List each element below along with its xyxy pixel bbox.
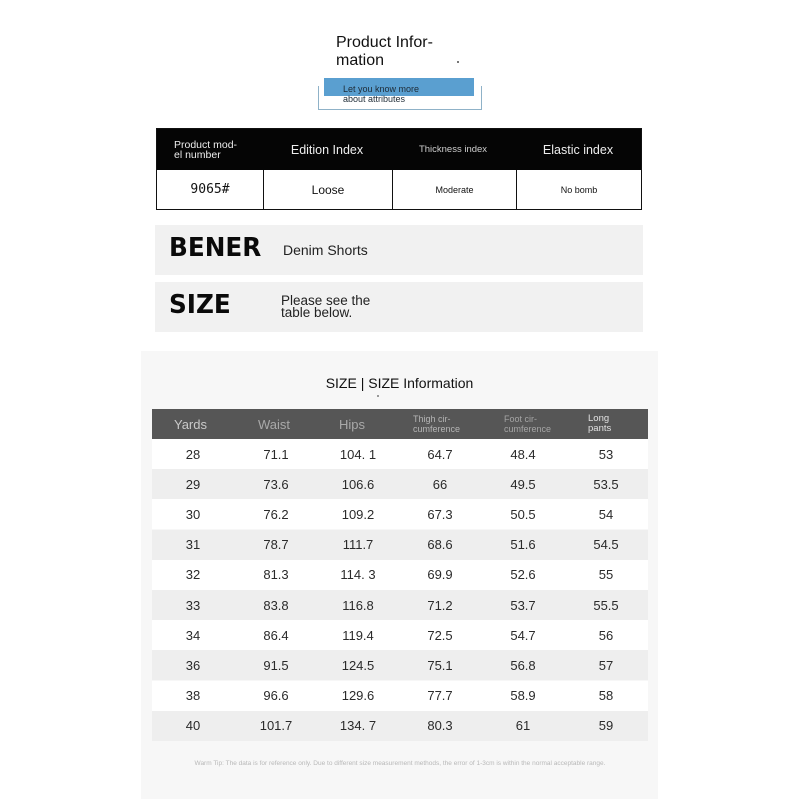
- size-header-waist: Waist: [258, 416, 291, 432]
- size-cell-yards: 29: [185, 476, 201, 492]
- attribute-header-thickness: Thickness index: [418, 144, 488, 155]
- size-cell-waist: 83.8: [263, 597, 289, 613]
- size-note-text: Please see the table below.: [281, 293, 371, 320]
- table-row: [152, 439, 648, 469]
- size-cell-thigh: 67.3: [427, 506, 453, 522]
- size-cell-hips: 104. 1: [339, 446, 377, 462]
- brand-band: [155, 225, 643, 275]
- size-cell-length: 58: [598, 688, 614, 704]
- table-row: [152, 681, 648, 711]
- size-cell-foot: 50.5: [510, 506, 536, 522]
- table-row: [152, 590, 648, 620]
- size-cell-hips: 134. 7: [339, 718, 377, 734]
- size-cell-thigh: 72.5: [427, 627, 453, 643]
- size-cell-thigh: 75.1: [427, 657, 453, 673]
- size-cell-yards: 31: [185, 537, 201, 553]
- brand-product-type: Denim Shorts: [283, 242, 368, 258]
- attribute-value-thickness: Moderate: [392, 170, 516, 209]
- attribute-table: [156, 128, 642, 210]
- page-subtitle: Let you know more about attributes: [343, 84, 420, 104]
- size-cell-yards: 28: [185, 446, 201, 462]
- size-cell-foot: 52.6: [510, 567, 536, 583]
- size-header-yards: Yards: [174, 416, 207, 432]
- size-cell-waist: 73.6: [263, 476, 289, 492]
- size-cell-thigh: 80.3: [427, 718, 453, 734]
- size-cell-length: 53: [598, 446, 614, 462]
- size-cell-waist: 91.5: [263, 657, 289, 673]
- size-cell-hips: 116.8: [342, 597, 374, 613]
- attribute-value-edition: Loose: [263, 170, 392, 209]
- attribute-value-elastic: No bomb: [516, 170, 641, 209]
- size-cell-waist: 86.4: [263, 627, 289, 643]
- size-cell-hips: 106.6: [341, 476, 375, 492]
- size-cell-yards: 30: [185, 506, 201, 522]
- page-title: Product Infor- mation: [336, 34, 433, 69]
- size-cell-hips: 111.7: [342, 537, 374, 553]
- size-cell-foot: 56.8: [510, 657, 536, 673]
- size-header-length: Long pants: [588, 413, 612, 434]
- size-cell-yards: 40: [185, 718, 201, 734]
- size-cell-waist: 101.7: [259, 718, 293, 734]
- table-row: [152, 530, 648, 560]
- size-cell-thigh: 64.7: [427, 446, 453, 462]
- size-cell-thigh: 69.9: [427, 567, 453, 583]
- table-row: [152, 560, 648, 590]
- decorative-dot: [377, 395, 379, 397]
- size-cell-foot: 61: [515, 718, 531, 734]
- decorative-dot: [457, 61, 459, 63]
- size-cell-yards: 33: [185, 597, 201, 613]
- size-table-header: [152, 409, 648, 439]
- size-cell-length: 55: [598, 567, 614, 583]
- attribute-table-header: [157, 129, 641, 170]
- size-header-foot: Foot cir- cumference: [504, 414, 552, 434]
- size-cell-length: 56: [598, 627, 614, 643]
- size-cell-waist: 71.1: [263, 446, 289, 462]
- size-label: SIZE: [169, 290, 231, 320]
- size-cell-foot: 51.6: [510, 537, 536, 553]
- table-row: [152, 469, 648, 499]
- size-band: [155, 282, 643, 332]
- size-cell-foot: 58.9: [510, 688, 536, 704]
- size-cell-length: 59: [598, 718, 614, 734]
- size-cell-length: 54.5: [593, 537, 619, 553]
- size-cell-hips: 129.6: [341, 688, 375, 704]
- size-header-thigh: Thigh cir- cumference: [413, 414, 461, 434]
- size-cell-yards: 32: [185, 567, 201, 583]
- size-header-hips: Hips: [339, 416, 366, 432]
- attribute-header-elastic: Elastic index: [542, 142, 614, 157]
- table-row: [152, 499, 648, 529]
- size-cell-yards: 36: [185, 657, 201, 673]
- warm-tip: Warm Tip: The data is for reference only. Due to different size measurement methods, the error of 1-3cm is within the normal acceptable range.: [194, 760, 606, 767]
- size-cell-yards: 38: [185, 688, 201, 704]
- size-cell-foot: 53.7: [510, 597, 536, 613]
- table-row: [152, 650, 648, 680]
- size-cell-length: 54: [598, 506, 614, 522]
- size-cell-foot: 48.4: [510, 446, 536, 462]
- size-cell-foot: 54.7: [510, 627, 536, 643]
- size-cell-waist: 78.7: [263, 537, 289, 553]
- size-cell-foot: 49.5: [510, 476, 536, 492]
- size-cell-hips: 119.4: [342, 627, 374, 643]
- size-cell-waist: 96.6: [263, 688, 289, 704]
- table-row: [152, 620, 648, 650]
- size-cell-thigh: 71.2: [427, 597, 453, 613]
- size-cell-thigh: 77.7: [427, 688, 453, 704]
- size-cell-length: 57: [598, 657, 614, 673]
- size-cell-thigh: 68.6: [427, 537, 453, 553]
- size-cell-waist: 81.3: [263, 567, 289, 583]
- size-cell-length: 53.5: [593, 476, 619, 492]
- brand-label: BENER: [169, 233, 262, 263]
- size-cell-yards: 34: [185, 627, 201, 643]
- size-cell-length: 55.5: [593, 597, 619, 613]
- size-table-title: SIZE | SIZE Information: [325, 375, 474, 391]
- attribute-header-model: Product mod- el number: [174, 138, 238, 161]
- size-cell-hips: 109.2: [341, 506, 375, 522]
- size-cell-thigh: 66: [432, 476, 448, 492]
- attribute-value-model: 9065#: [190, 182, 230, 197]
- table-row: [152, 711, 648, 741]
- size-cell-hips: 114. 3: [340, 567, 376, 583]
- size-cell-hips: 124.5: [341, 657, 375, 673]
- attribute-header-edition: Edition Index: [290, 142, 364, 157]
- size-cell-waist: 76.2: [263, 506, 289, 522]
